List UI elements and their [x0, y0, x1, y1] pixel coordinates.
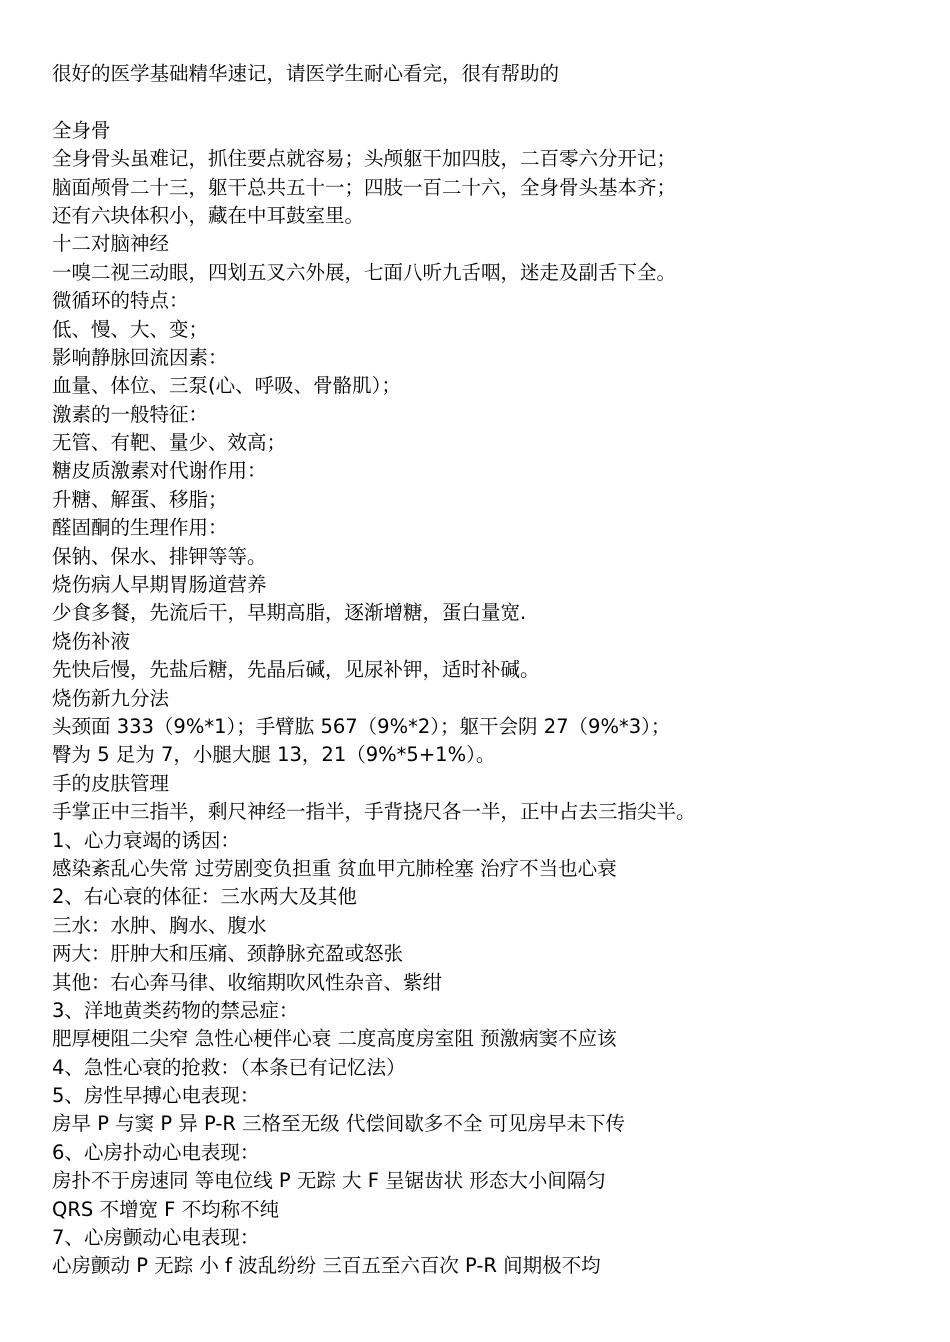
- text-line: 房早 P 与窦 P 异 P-R 三格至无级 代偿间歇多不全 可见房早未下传: [52, 1112, 626, 1136]
- blank-line: [52, 88, 932, 116]
- text-line: 影响静脉回流因素：: [52, 345, 228, 369]
- text-line: 5、房性早搏心电表现：: [52, 1084, 260, 1108]
- text-line: 肥厚梗阻二尖窄 急性心梗伴心衰 二度高度房室阻 预激病窦不应该: [52, 1027, 617, 1051]
- text-line: 手的皮肤管理: [52, 771, 170, 795]
- text-line: 烧伤病人早期胃肠道营养: [52, 573, 267, 597]
- text-line: 6、心房扑动心电表现：: [52, 1140, 260, 1164]
- text-line: 醛固酮的生理作用：: [52, 516, 228, 540]
- text-line: 血量、体位、三泵(心、呼吸、骨骼肌）；: [52, 374, 401, 398]
- text-line: 十二对脑神经: [52, 232, 170, 256]
- text-line: 激素的一般特征：: [52, 402, 209, 426]
- text-line: 全身骨头虽难记，抓住要点就容易；头颅躯干加四肢，二百零六分开记；: [52, 147, 677, 171]
- text-line: 三水：水肿、胸水、腹水: [52, 913, 267, 937]
- text-line: 少食多餐，先流后干，早期高脂，逐渐增糖，蛋白量宽.: [52, 601, 527, 625]
- text-line: QRS 不增宽 F 不均称不纯: [52, 1197, 280, 1221]
- text-line: 烧伤补液: [52, 629, 131, 653]
- text-line: 无管、有靶、量少、效高；: [52, 431, 287, 455]
- text-line: 感染紊乱心失常 过劳剧变负担重 贫血甲亢肺栓塞 治疗不当也心衰: [52, 856, 617, 880]
- text-line: 升糖、解蛋、移脂；: [52, 487, 228, 511]
- text-line: 微循环的特点：: [52, 289, 189, 313]
- text-line: 4、急性心衰的抢救：（本条已有记忆法）: [52, 1055, 406, 1079]
- text-line: 低、慢、大、变；: [52, 317, 209, 341]
- text-line: 烧伤新九分法: [52, 686, 170, 710]
- text-line: 先快后慢，先盐后糖，先晶后碱，见尿补钾，适时补碱。: [52, 658, 540, 682]
- text-line: 1、心力衰竭的诱因：: [52, 828, 240, 852]
- text-line: 头颈面 333（9%*1）；手臂肱 567（9%*2）；躯干会阴 27（9%*3）；: [52, 714, 671, 738]
- text-line: 房扑不于房速同 等电位线 P 无踪 大 F 呈锯齿状 形态大小间隔匀: [52, 1169, 606, 1193]
- text-line: 糖皮质激素对代谢作用：: [52, 459, 267, 483]
- text-line: 全身骨: [52, 118, 111, 142]
- text-line: 2、右心衰的体征：三水两大及其他: [52, 885, 357, 909]
- line-list: [52, 117, 932, 1281]
- text-line: 其他：右心奔马律、收缩期吹风性杂音、紫绀: [52, 970, 443, 994]
- intro-line: 很好的医学基础精华速记，请医学生耐心看完，很有帮助的: [52, 62, 560, 85]
- text-line: 3、洋地黄类药物的禁忌症：: [52, 998, 299, 1022]
- text-line: 臀为 5 足为 7，小腿大腿 13，21（9%*5+1%）。: [52, 743, 496, 767]
- text-line: 还有六块体积小，藏在中耳鼓室里。: [52, 203, 365, 227]
- text-line: 一嗅二视三动眼，四划五叉六外展，七面八听九舌咽，迷走及副舌下全。: [52, 260, 677, 284]
- text-line: 手掌正中三指半，剩尺神经一指半，手背挠尺各一半，正中占去三指尖半。: [52, 800, 696, 824]
- text-line: 脑面颅骨二十三，躯干总共五十一；四肢一百二十六，全身骨头基本齐；: [52, 175, 677, 199]
- text-line: 7、心房颤动心电表现：: [52, 1226, 260, 1250]
- text-line: 心房颤动 P 无踪 小 f 波乱纷纷 三百五至六百次 P-R 间期极不均: [52, 1254, 601, 1278]
- text-line: 两大：肝肿大和压痛、颈静脉充盈或怒张: [52, 942, 404, 966]
- document-body: [52, 60, 932, 1281]
- text-line: 保钠、保水、排钾等等。: [52, 544, 267, 568]
